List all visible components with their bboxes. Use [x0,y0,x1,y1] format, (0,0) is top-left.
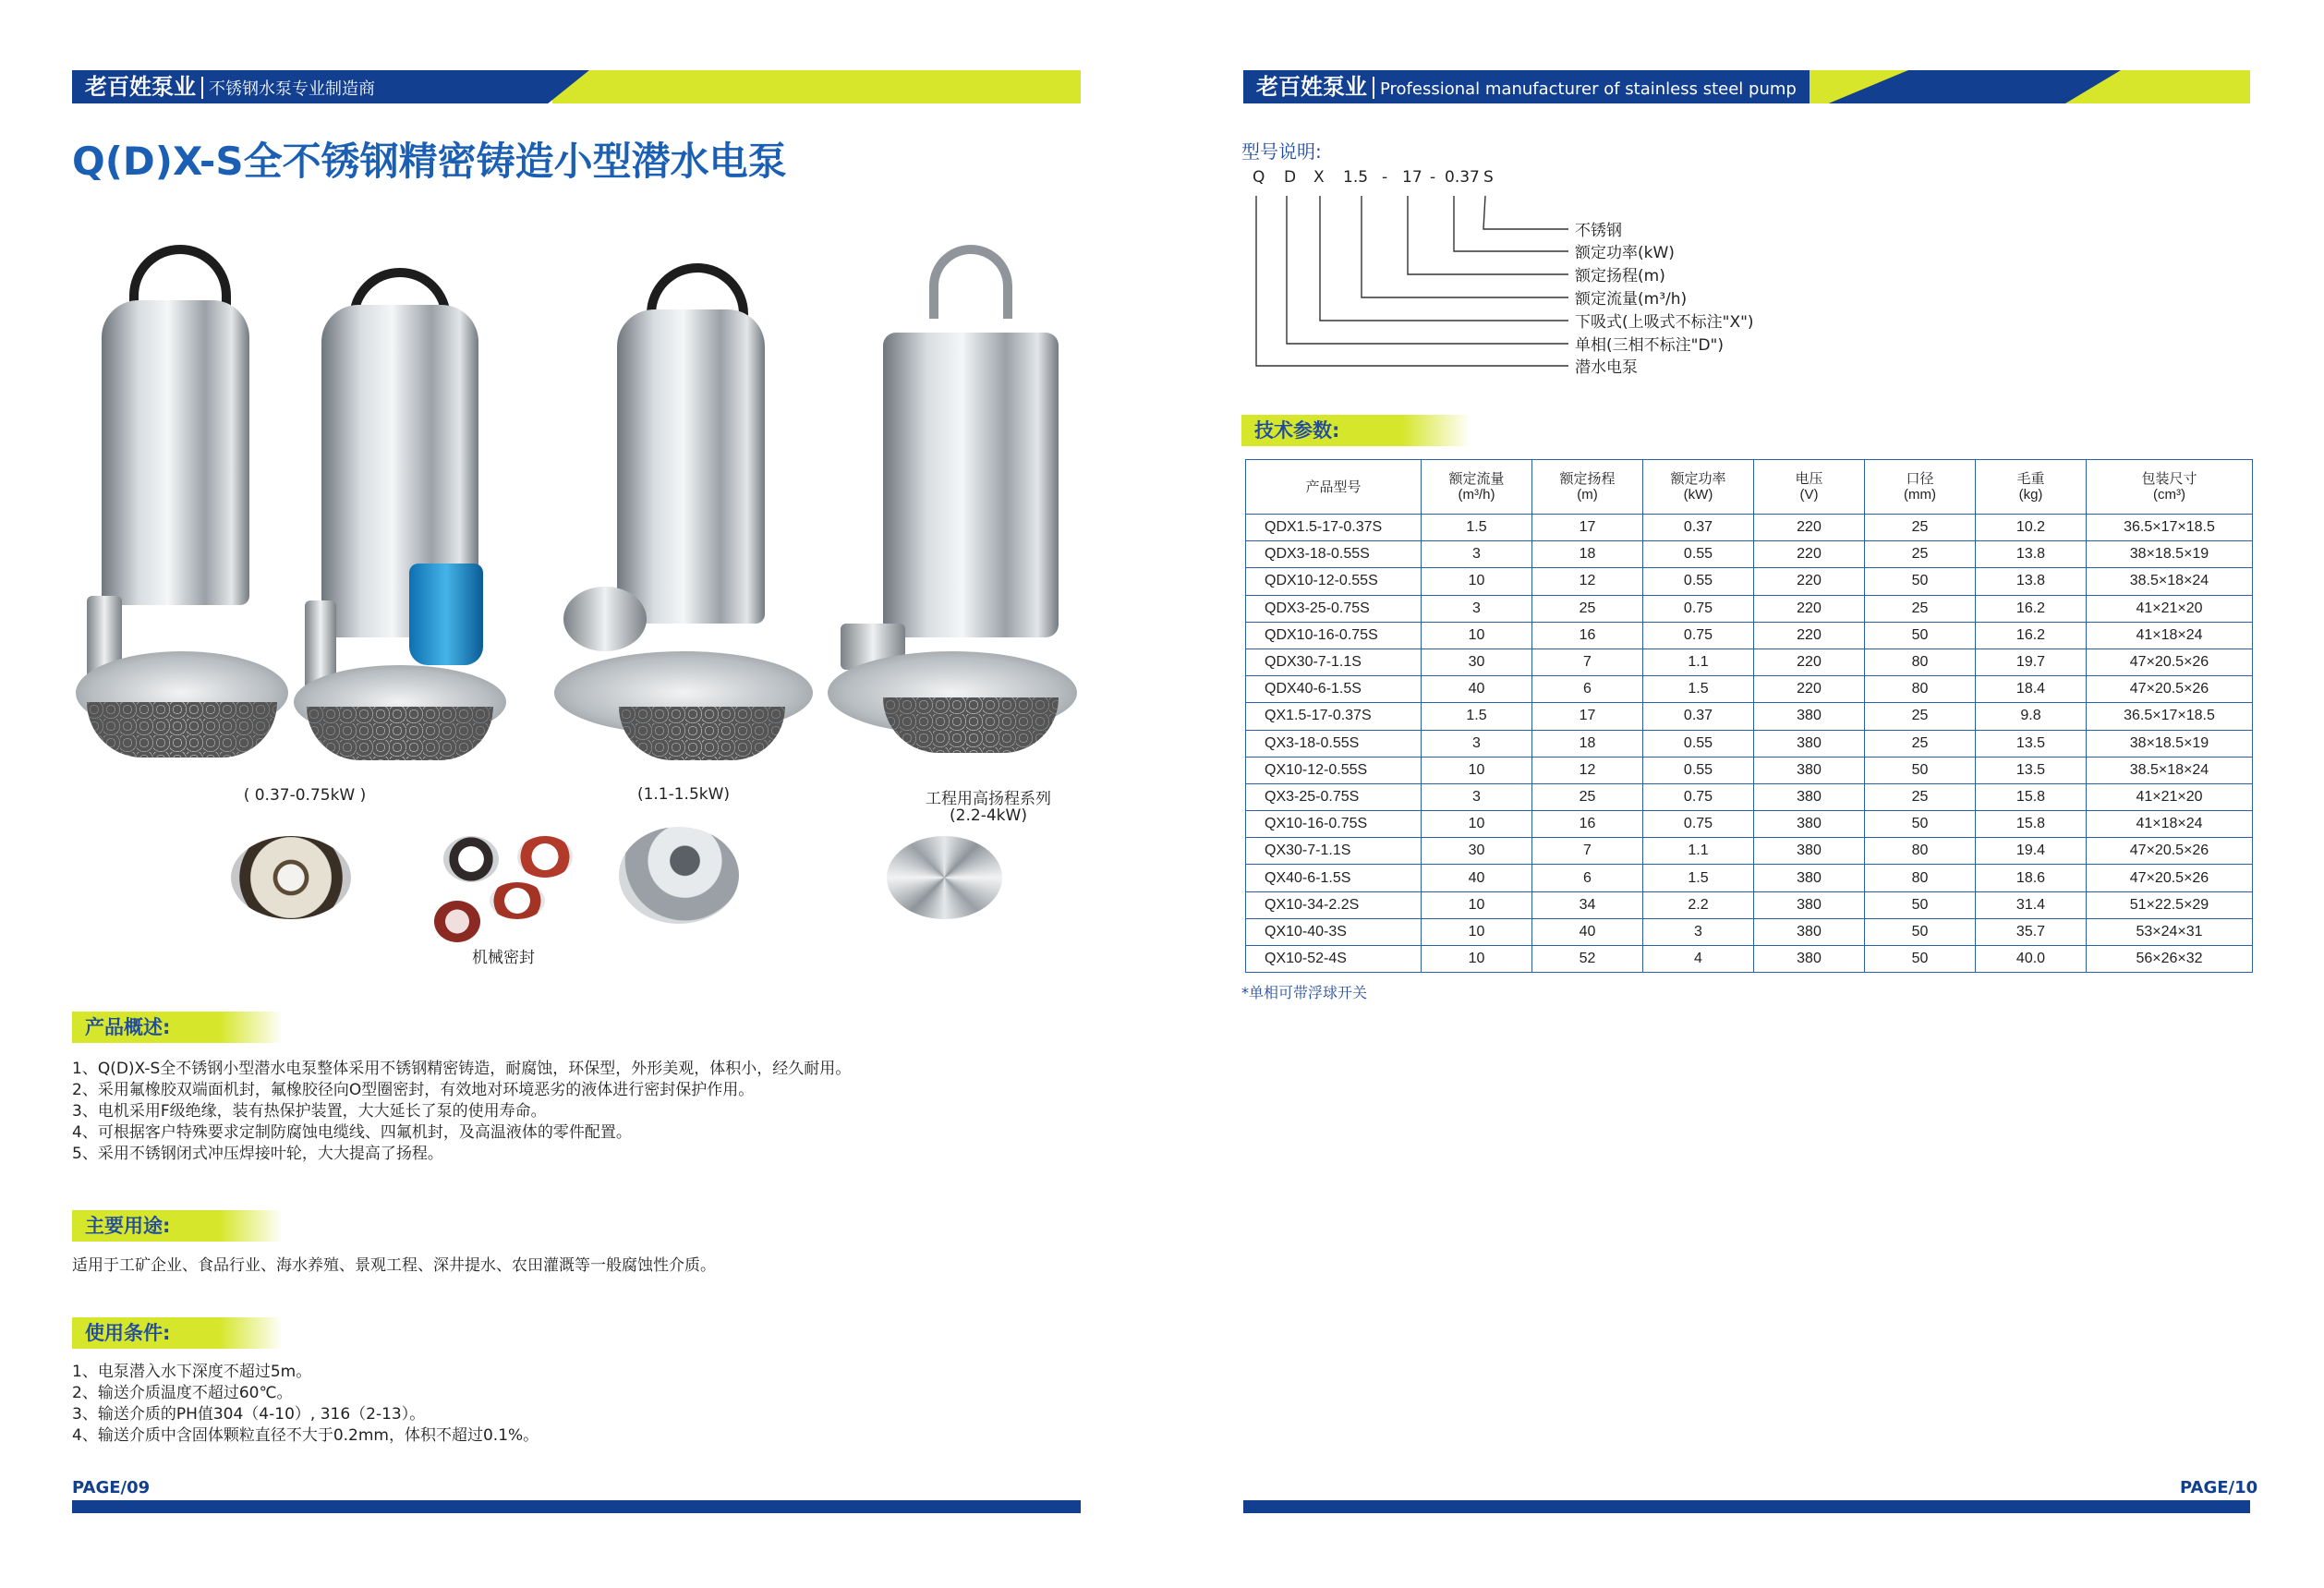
table-cell: 40 [1422,676,1532,703]
table-cell: 0.55 [1643,730,1754,757]
left-footer-band [72,1500,1081,1513]
table-cell: QX3-18-0.55S [1246,730,1422,757]
table-cell: 0.55 [1643,541,1754,568]
table-cell: 34 [1532,891,1643,918]
table-cell: QDX10-12-0.55S [1246,568,1422,595]
table-cell: 10.2 [1976,515,2087,541]
list-item: 3、输送介质的PH值304（4-10）, 316（2-13）。 [72,1405,426,1424]
table-cell: 380 [1754,757,1865,783]
table-cell: 220 [1754,541,1865,568]
table-cell: 47×20.5×26 [2087,676,2253,703]
table-cell: QX10-40-3S [1246,918,1422,945]
header-voltage: 电压 (V) [1754,460,1865,515]
caption-mechanical-seal: 机械密封 [472,949,535,967]
table-cell: 380 [1754,838,1865,865]
table-cell: 40.0 [1976,946,2087,973]
header-caliber: 口径 (mm) [1865,460,1976,515]
table-cell: 17 [1532,703,1643,730]
list-item: 1、电泵潜入水下深度不超过5m。 [72,1363,312,1381]
list-item: 4、输送介质中含固体颗粒直径不大于0.2mm，体积不超过0.1%。 [72,1426,539,1445]
table-cell: 220 [1754,568,1865,595]
table-cell: 25 [1865,730,1976,757]
table-row [1246,649,2253,675]
table-cell: 1.5 [1422,515,1532,541]
table-cell: 80 [1865,838,1976,865]
pump-image-float [294,268,506,762]
table-cell: 47×20.5×26 [2087,649,2253,675]
list-item: 1、Q(D)X-S全不锈钢小型潜水电泵整体采用不锈钢精密铸造，耐腐蚀，环保型，外形美观，体积小，经久耐用。 [72,1060,852,1078]
table-cell: 1.5 [1643,676,1754,703]
table-cell: 1.5 [1643,865,1754,891]
table-cell: 50 [1865,568,1976,595]
list-item: 2、采用氟橡胶双端面机封，氟橡胶径向O型圈密封，有效地对环境恶劣的液体进行密封保护作用。 [72,1081,755,1099]
table-row [1246,783,2253,810]
table-cell: 50 [1865,757,1976,783]
table-row [1246,865,2253,891]
impeller-image [231,836,351,919]
table-cell: 10 [1422,568,1532,595]
list-item: 3、电机采用F级绝缘，装有热保护装置，大大延长了泵的使用寿命。 [72,1102,547,1121]
table-cell: 18.4 [1976,676,2087,703]
table-cell: 80 [1865,676,1976,703]
mechanical-seal-ring-dark [434,901,480,942]
caption-high-pump-line1: 工程用高扬程系列 [926,790,1051,808]
table-cell: 0.75 [1643,595,1754,622]
table-cell: 10 [1422,622,1532,649]
table-cell: 220 [1754,515,1865,541]
table-cell: 38.5×18×24 [2087,757,2253,783]
table-cell: QDX10-16-0.75S [1246,622,1422,649]
caption-high-pump-line2: (2.2-4kW) [950,806,1027,825]
code-d: D [1284,168,1297,187]
caption-mid-pump: (1.1-1.5kW) [636,785,731,804]
table-row [1246,622,2253,649]
pump-image-high-head [828,245,1077,762]
table-row [1246,891,2253,918]
conditions-list [72,1362,1088,1447]
table-cell: 40 [1422,865,1532,891]
table-cell: 13.8 [1976,541,2087,568]
table-cell: 80 [1865,649,1976,675]
legend-submersible: 潜水电泵 [1575,358,1638,377]
table-cell: 1.1 [1643,838,1754,865]
table-cell: 220 [1754,622,1865,649]
table-cell: 25 [1865,595,1976,622]
table-cell: 25 [1532,783,1643,810]
table-cell: 380 [1754,946,1865,973]
table-cell: 17 [1532,515,1643,541]
brand-logo: 老百姓泵业 不锈钢水泵专业制造商 [72,70,388,103]
table-cell: 6 [1532,676,1643,703]
table-row [1246,541,2253,568]
table-cell: 53×24×31 [2087,918,2253,945]
table-cell: 1.5 [1422,703,1532,730]
table-cell: QDX40-6-1.5S [1246,676,1422,703]
left-header-band [72,70,1081,103]
table-cell: QX10-16-0.75S [1246,811,1422,838]
table-cell: 25 [1865,541,1976,568]
tagline: 不锈钢水泵专业制造商 [209,79,375,99]
table-cell: 56×26×32 [2087,946,2253,973]
table-cell: 25 [1865,783,1976,810]
table-row [1246,838,2253,865]
table-cell: 25 [1532,595,1643,622]
table-cell: QX30-7-1.1S [1246,838,1422,865]
pump-image-mid [554,263,813,762]
usage-text: 适用于工矿企业、食品行业、海水养殖、景观工程、深井提水、农田灌溉等一般腐蚀性介质。 [72,1256,716,1275]
table-cell: 18 [1532,541,1643,568]
section-conditions-heading: 使用条件: [72,1317,331,1349]
table-cell: 12 [1532,568,1643,595]
table-cell: QX10-34-2.2S [1246,891,1422,918]
table-cell: 80 [1865,865,1976,891]
list-item: 2、输送介质温度不超过60℃。 [72,1384,293,1402]
header-weight: 毛重 (kg) [1976,460,2087,515]
table-cell: 51×22.5×29 [2087,891,2253,918]
table-cell: 35.7 [1976,918,2087,945]
table-cell: 19.4 [1976,838,2087,865]
table-cell: 16 [1532,811,1643,838]
table-row [1246,811,2253,838]
table-cell: 4 [1643,946,1754,973]
table-cell: QDX3-25-0.75S [1246,595,1422,622]
table-cell: 15.8 [1976,811,2087,838]
table-cell: 41×21×20 [2087,595,2253,622]
table-cell: 9.8 [1976,703,2087,730]
header-model: 产品型号 [1246,460,1422,515]
table-cell: 40 [1532,918,1643,945]
table-cell: 220 [1754,676,1865,703]
table-cell: 47×20.5×26 [2087,838,2253,865]
spec-table [1245,459,2253,973]
mechanical-seal-ring-red [517,836,573,878]
table-cell: 13.5 [1976,757,2087,783]
table-cell: 41×21×20 [2087,783,2253,810]
legend-stainless: 不锈钢 [1575,222,1622,240]
table-cell: 3 [1422,541,1532,568]
mechanical-seal-rings [443,836,499,882]
table-cell: 380 [1754,891,1865,918]
table-cell: 16.2 [1976,595,2087,622]
page-number-left: PAGE/09 [72,1478,151,1497]
header-power: 额定功率 (kW) [1643,460,1754,515]
list-item: 4、可根据客户特殊要求定制防腐蚀电缆线、四氟机封，及高温液体的零件配置。 [72,1123,632,1142]
footnote: *单相可带浮球开关 [1241,984,1368,1001]
code-x: X [1313,168,1325,187]
table-row [1246,757,2253,783]
table-cell: 38×18.5×19 [2087,541,2253,568]
table-cell: 25 [1865,515,1976,541]
table-cell: 3 [1422,730,1532,757]
table-cell: 15.8 [1976,783,2087,810]
table-cell: 13.8 [1976,568,2087,595]
table-cell: 31.4 [1976,891,2087,918]
table-cell: 52 [1532,946,1643,973]
table-header-row [1246,460,2253,515]
table-row [1246,703,2253,730]
table-cell: QDX1.5-17-0.37S [1246,515,1422,541]
table-cell: 220 [1754,649,1865,675]
table-cell: 0.75 [1643,622,1754,649]
table-cell: 0.37 [1643,703,1754,730]
page-title: Q(D)X-S全不锈钢精密铸造小型潜水电泵 [72,139,787,184]
table-cell: 380 [1754,783,1865,810]
table-cell: 0.75 [1643,783,1754,810]
table-cell: 3 [1422,595,1532,622]
table-cell: QDX30-7-1.1S [1246,649,1422,675]
section-overview-heading: 产品概述: [72,1012,331,1043]
pump-image-small [76,245,288,762]
code-s: S [1483,168,1494,187]
table-cell: QX1.5-17-0.37S [1246,703,1422,730]
table-cell: 220 [1754,595,1865,622]
right-page [1162,0,2324,1588]
table-cell: 50 [1865,622,1976,649]
header-package: 包装尺寸 (cm³) [2087,460,2253,515]
table-cell: 47×20.5×26 [2087,865,2253,891]
code-dash-2: - [1430,168,1436,187]
table-cell: QX3-25-0.75S [1246,783,1422,810]
right-header-band [1243,70,2250,103]
table-cell: 50 [1865,918,1976,945]
table-row [1246,918,2253,945]
header-flow: 额定流量 (m³/h) [1422,460,1532,515]
code-q: Q [1253,168,1265,187]
table-cell: 380 [1754,730,1865,757]
table-cell: 30 [1422,838,1532,865]
table-row [1246,515,2253,541]
table-cell: 25 [1865,703,1976,730]
legend-bottom-suction: 下吸式(上吸式不标注"X") [1575,313,1754,332]
code-dash-1: - [1382,168,1388,187]
table-cell: QX10-52-4S [1246,946,1422,973]
table-cell: 10 [1422,811,1532,838]
table-cell: 10 [1422,757,1532,783]
table-cell: 16 [1532,622,1643,649]
code-flow: 1.5 [1343,168,1369,187]
table-cell: 50 [1865,891,1976,918]
legend-flow: 额定流量(m³/h) [1575,290,1688,309]
brand-logo: 老百姓泵业 Professional manufacturer of stainless steel pump [1243,70,1810,103]
table-cell: 0.55 [1643,757,1754,783]
table-cell: 12 [1532,757,1643,783]
legend-single-phase: 单相(三相不标注"D") [1575,336,1724,355]
table-cell: 0.75 [1643,811,1754,838]
table-cell: 18 [1532,730,1643,757]
code-power: 0.37 [1445,168,1480,187]
table-cell: 380 [1754,918,1865,945]
table-cell: QDX3-18-0.55S [1246,541,1422,568]
tagline: Professional manufacturer of stainless steel pump [1380,79,1797,99]
table-cell: 380 [1754,703,1865,730]
code-head: 17 [1402,168,1422,187]
table-cell: 2.2 [1643,891,1754,918]
table-cell: 36.5×17×18.5 [2087,515,2253,541]
table-cell: 13.5 [1976,730,2087,757]
table-cell: 16.2 [1976,622,2087,649]
table-cell: 6 [1532,865,1643,891]
model-explanation-title: 型号说明: [1241,140,1322,163]
table-cell: 10 [1422,918,1532,945]
table-row [1246,595,2253,622]
table-cell: 1.1 [1643,649,1754,675]
section-spec-heading: 技术参数: [1241,415,1509,446]
table-cell: 7 [1532,649,1643,675]
caption-small-pump: ( 0.37-0.75kW ) [243,786,367,805]
table-cell: 18.6 [1976,865,2087,891]
overview-list [72,1059,1088,1165]
legend-head: 额定扬程(m) [1575,267,1665,285]
pump-housing-image [619,827,739,924]
closed-impeller-image [887,836,1002,919]
table-cell: 10 [1422,891,1532,918]
table-cell: 7 [1532,838,1643,865]
table-cell: 41×18×24 [2087,811,2253,838]
table-cell: 36.5×17×18.5 [2087,703,2253,730]
list-item: 5、采用不锈钢闭式冲压焊接叶轮，大大提高了扬程。 [72,1145,443,1163]
table-cell: 41×18×24 [2087,622,2253,649]
legend-power: 额定功率(kW) [1575,244,1675,262]
section-usage-heading: 主要用途: [72,1210,331,1242]
page-number-right: PAGE/10 [2180,1478,2258,1497]
mechanical-seal-ring-red-2 [490,882,545,919]
table-cell: 38.5×18×24 [2087,568,2253,595]
table-cell: 19.7 [1976,649,2087,675]
table-cell: 30 [1422,649,1532,675]
table-row [1246,568,2253,595]
table-cell: 50 [1865,811,1976,838]
right-footer-band [1243,1500,2250,1513]
table-cell: QX10-12-0.55S [1246,757,1422,783]
table-cell: 380 [1754,865,1865,891]
header-head: 额定扬程 (m) [1532,460,1643,515]
table-cell: 50 [1865,946,1976,973]
table-row [1246,946,2253,973]
table-cell: 3 [1422,783,1532,810]
table-row [1246,676,2253,703]
table-cell: QX40-6-1.5S [1246,865,1422,891]
table-cell: 380 [1754,811,1865,838]
table-cell: 38×18.5×19 [2087,730,2253,757]
table-cell: 0.55 [1643,568,1754,595]
table-cell: 10 [1422,946,1532,973]
table-row [1246,730,2253,757]
table-cell: 0.37 [1643,515,1754,541]
table-cell: 3 [1643,918,1754,945]
